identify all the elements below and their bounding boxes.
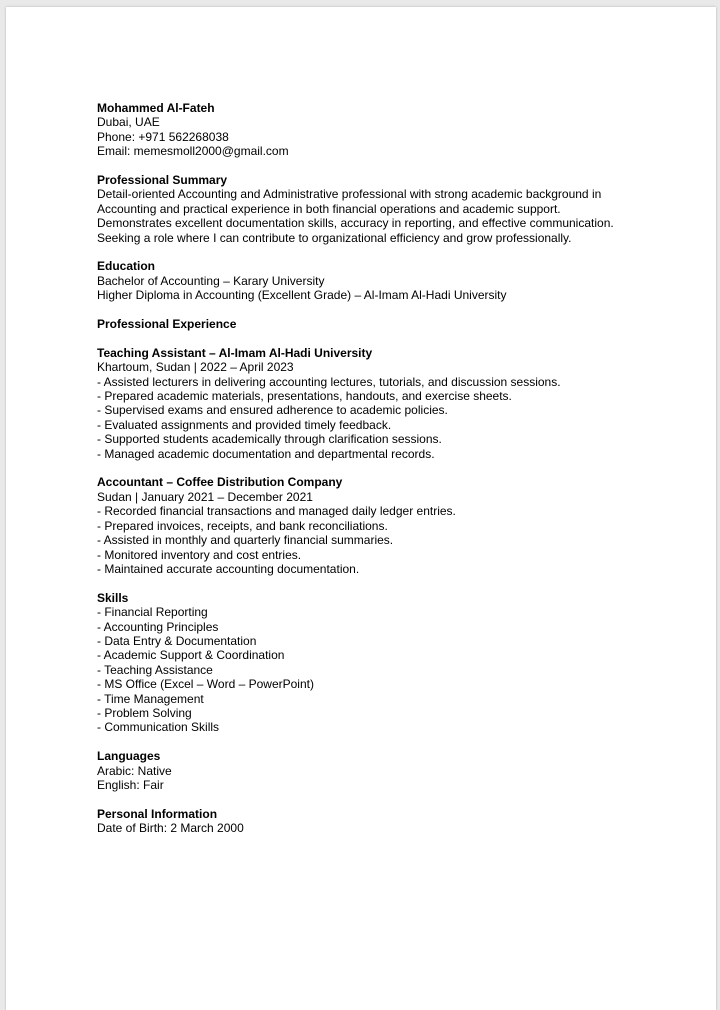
education-section: [97, 259, 657, 302]
job-entry: [97, 475, 657, 576]
skill-item: - Time Management: [97, 691, 204, 706]
job-entry: [97, 346, 657, 461]
skill-item: - Accounting Principles: [97, 619, 219, 634]
skill-item: - Communication Skills: [97, 720, 220, 735]
language-item: Arabic: Native: [97, 763, 172, 778]
candidate-location: Dubai, UAE: [97, 115, 160, 130]
summary-line: Accounting and practical experience in both financial operations and academic support.: [97, 201, 561, 216]
spacer: [97, 792, 657, 806]
skill-item: - Teaching Assistance: [97, 662, 213, 677]
spacer: [97, 159, 657, 173]
job-title: Teaching Assistant – Al-Imam Al-Hadi University: [97, 345, 373, 360]
job-meta: Sudan | January 2021 – December 2021: [97, 489, 313, 504]
job-bullet: - Managed academic documentation and departmental records.: [97, 446, 435, 461]
summary-line: Seeking a role where I can contribute to organizational efficiency and grow professionally.: [97, 230, 572, 245]
job-bullet: - Assisted lecturers in delivering accounting lectures, tutorials, and discussion sessions.: [97, 374, 561, 389]
job-title: Accountant – Coffee Distribution Company: [97, 475, 343, 490]
skill-item: - MS Office (Excel – Word – PowerPoint): [97, 677, 314, 692]
job-bullet: - Assisted in monthly and quarterly financial summaries.: [97, 533, 394, 548]
job-bullet: - Prepared academic materials, presentations, handouts, and exercise sheets.: [97, 389, 512, 404]
summary-line: Demonstrates excellent documentation skills, accuracy in reporting, and effective communication.: [97, 216, 614, 231]
personal-heading: Personal Information: [97, 806, 218, 821]
spacer: [97, 331, 657, 345]
experience-heading: Professional Experience: [97, 317, 237, 332]
job-bullet: - Evaluated assignments and provided timely feedback.: [97, 417, 392, 432]
job-bullet: - Prepared invoices, receipts, and bank reconciliations.: [97, 518, 388, 533]
candidate-email: Email: memesmoll2000@gmail.com: [97, 144, 289, 159]
spacer: [97, 303, 657, 317]
job-bullet: - Supervised exams and ensured adherence to academic policies.: [97, 403, 448, 418]
job-bullet: - Supported students academically through clarification sessions.: [97, 432, 442, 447]
experience-section: [97, 317, 657, 576]
resume-content: [97, 101, 657, 836]
skills-heading: Skills: [97, 590, 129, 605]
languages-heading: Languages: [97, 749, 161, 764]
personal-section: [97, 807, 657, 836]
spacer: [97, 735, 657, 749]
document-page: [6, 7, 716, 1010]
skill-item: - Data Entry & Documentation: [97, 633, 257, 648]
spacer: [97, 576, 657, 590]
job-bullet: - Maintained accurate accounting documentation.: [97, 561, 360, 576]
language-item: English: Fair: [97, 777, 164, 792]
summary-heading: Professional Summary: [97, 173, 228, 188]
spacer: [97, 461, 657, 475]
languages-section: [97, 749, 657, 792]
candidate-name: Mohammed Al-Fateh: [97, 101, 215, 115]
education-item: Higher Diploma in Accounting (Excellent Grade) – Al-Imam Al-Hadi University: [97, 288, 507, 303]
candidate-phone: Phone: +971 562268038: [97, 129, 229, 144]
contact-block: [97, 101, 657, 159]
skill-item: - Academic Support & Coordination: [97, 648, 285, 663]
personal-item: Date of Birth: 2 March 2000: [97, 821, 244, 836]
education-heading: Education: [97, 259, 156, 274]
spacer: [97, 245, 657, 259]
job-bullet: - Monitored inventory and cost entries.: [97, 547, 302, 562]
job-bullet: - Recorded financial transactions and managed daily ledger entries.: [97, 504, 456, 519]
skill-item: - Financial Reporting: [97, 605, 208, 620]
skill-item: - Problem Solving: [97, 705, 192, 720]
education-item: Bachelor of Accounting – Karary University: [97, 273, 325, 288]
skills-section: [97, 591, 657, 735]
summary-section: [97, 173, 657, 245]
job-meta: Khartoum, Sudan | 2022 – April 2023: [97, 360, 294, 375]
summary-line: Detail-oriented Accounting and Administrative professional with strong academic background in: [97, 187, 602, 202]
